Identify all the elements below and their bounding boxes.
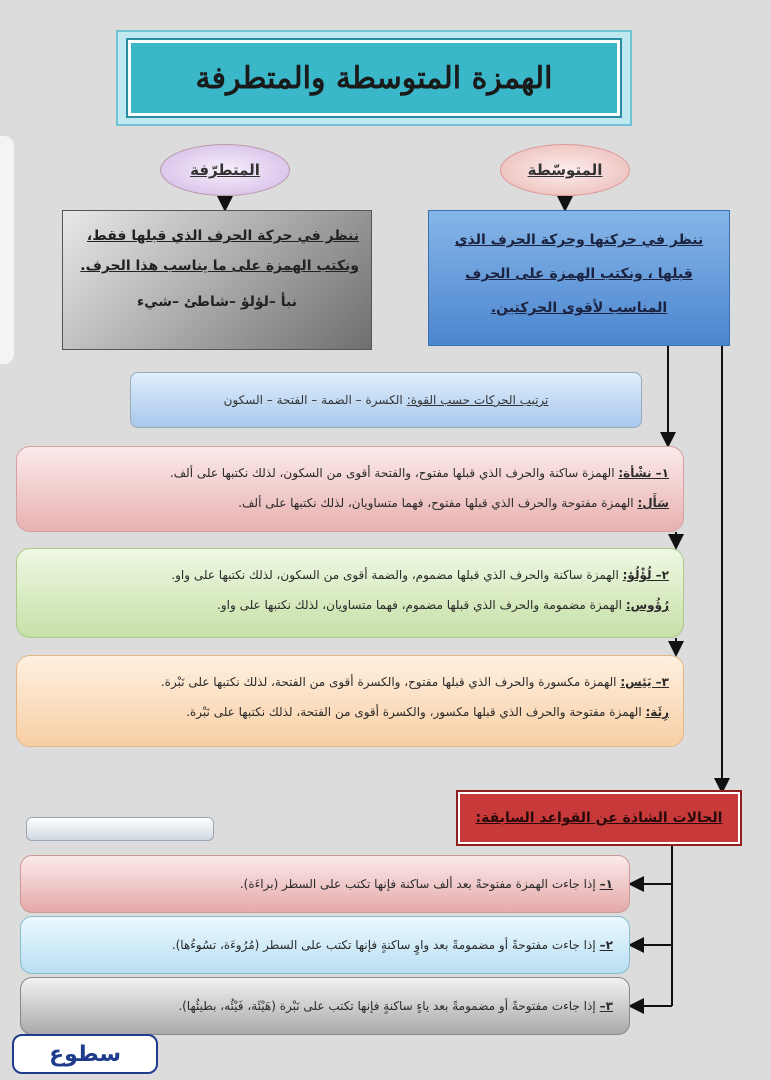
- exceptions-header: الحالات الشاذة عن القواعد السابقة:: [458, 792, 740, 844]
- rule-card-alef: [16, 446, 684, 532]
- order-label: ترتيب الحركات حسب القوة:: [406, 393, 549, 407]
- rule-line: رِئَة: الهمزة مفتوحة والحرف الذي قبلها مكسور، والكسرة أقوى من الفتحة، لذلك نكتبها على نَبْرة.: [186, 705, 669, 719]
- rule-line: ٢– لُؤْلُؤ: الهمزة ساكنة والحرف الذي قبلها مضموم، والضمة أقوى من السكون، لذلك نكتبها على واو.: [171, 568, 669, 582]
- rule-card-nabra: [16, 655, 684, 747]
- page-title: الهمزة المتوسطة والمتطرفة: [195, 60, 553, 96]
- rule-line: رُؤُوس: الهمزة مضمومة والحرف الذي قبلها مضموم، فهما متساويان، لذلك نكتبها على واو.: [217, 598, 669, 612]
- exception-item: ٢– إذا جاءت مفتوحةً أو مضمومةً بعد واوٍ ساكنةٍ فإنها تكتب على السطر (مُرُوءَة، تسُوءُها).: [20, 916, 630, 974]
- branch-end-rule-box: [62, 210, 372, 350]
- branch-end-examples: نبأ –لؤلؤ –شاطئ –شيء: [136, 294, 298, 310]
- decorative-bar: [26, 817, 214, 841]
- branch-middle-rule-box: ننظر في حركتها وحركة الحرف الذي قبلها ، ونكتب الهمزة على الحرف المناسب لأقوى الحركتين.: [428, 210, 730, 346]
- exception-item: ٣– إذا جاءت مفتوحةً أو مضمومةً بعد ياءٍ ساكنةٍ فإنها تكتب على نَبْرة (هَيْئَة، فَيْئُه، بطيئُها).: [20, 977, 630, 1035]
- branch-end-rule-text: ننظر في حركة الحرف الذي قبلها فقط، ونكتب الهمزة على ما يناسب هذا الحرف.: [80, 228, 359, 274]
- rule-line: ٣– يَئِس: الهمزة مكسورة والحرف الذي قبلها مفتوح، والكسرة أقوى من الفتحة، لذلك نكتبها على نَبْرة.: [160, 675, 669, 689]
- exception-item: ١– إذا جاءت الهمزة مفتوحةً بعد ألف ساكنة فإنها تكتب على السطر (براءَة).: [20, 855, 630, 913]
- brand-logo: سطوع: [12, 1034, 158, 1074]
- title-banner: [128, 40, 620, 116]
- rule-card-waw: [16, 548, 684, 638]
- branch-end-oval: المتطرّفة: [160, 144, 290, 196]
- rule-line: ١– نشْأة: الهمزة ساكنة والحرف الذي قبلها مفتوح، والفتحة أقوى من السكون، لذلك نكتبها على ألف.: [169, 466, 669, 480]
- rule-line: سَأَل: الهمزة مفتوحة والحرف الذي قبلها مفتوح، فهما متساويان، لذلك نكتبها على ألف.: [238, 496, 669, 510]
- vowel-strength-order: [130, 372, 642, 428]
- order-value: الكسرة – الضمة – الفتحة – السكون: [223, 393, 403, 407]
- branch-middle-oval: المتوسّطة: [500, 144, 630, 196]
